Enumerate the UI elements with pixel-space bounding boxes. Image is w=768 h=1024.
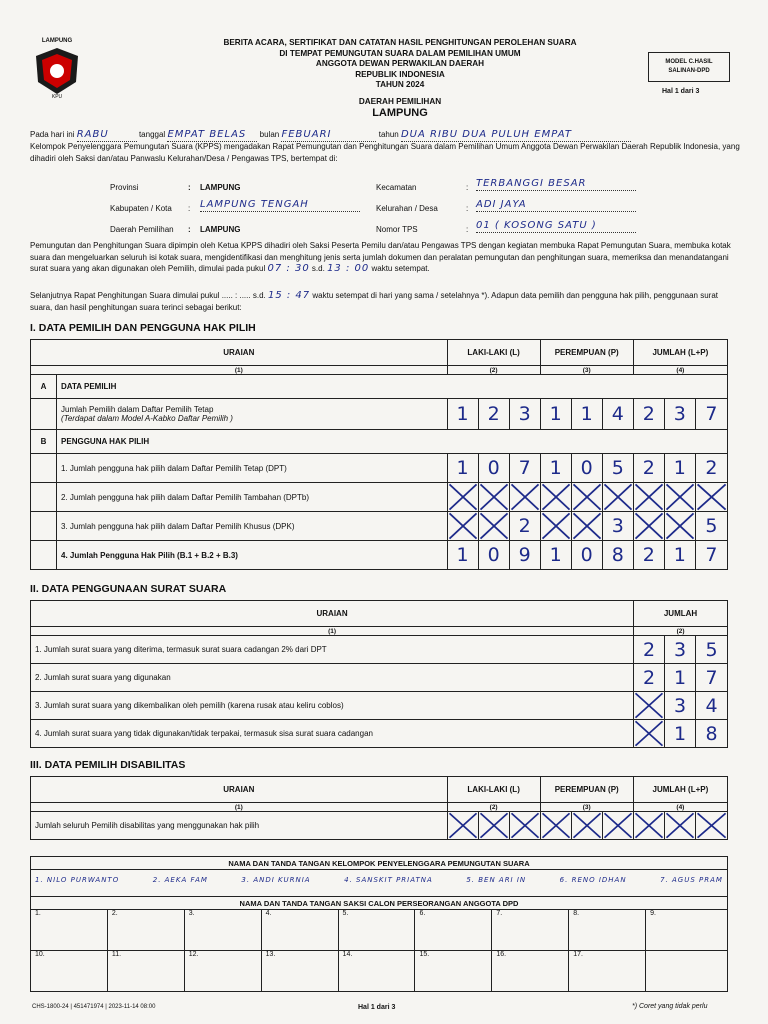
footer-page: Hal 1 dari 3	[358, 1004, 396, 1011]
intro-text: Kelompok Penyelenggara Pemungutan Suara (KPPS) mengadakan Rapat Pemungutan dan Penghitungan Suara dalam Pemilihan Umum Anggota Dewan Perwakilan Daerah Republik Indonesia, yang dihadiri oleh Saksi dan/atau Panwaslu Kelurahan/Desa / Pengawas TPS, bertempat di:	[30, 142, 740, 163]
saksi-slot: 8.	[569, 910, 646, 951]
digit-cell	[540, 483, 571, 512]
digit-cell: 7	[509, 454, 540, 483]
col-num: (3)	[540, 366, 633, 375]
digit-cell: 7	[695, 399, 727, 430]
header-uraian: URAIAN	[31, 777, 448, 803]
cross-mark	[634, 720, 664, 747]
kpps-member: 4. SANSKIT PRIATNA	[344, 876, 433, 884]
row-label: 4. Jumlah Pengguna Hak Pilih (B.1 + B.2 + B.3)	[57, 541, 448, 570]
digit-cell: 5	[696, 636, 728, 664]
digit-cell	[509, 483, 540, 512]
saksi-slot	[646, 951, 728, 992]
crossed-cell	[540, 812, 571, 840]
digit-cell: 1	[540, 541, 571, 570]
crossed-cell	[695, 812, 727, 840]
date-value: EMPAT BELAS	[167, 129, 257, 142]
counting-text-a: Selanjutnya Rapat Penghitungan Suara dimulai pukul	[30, 291, 220, 300]
col-num: (2)	[634, 627, 728, 636]
saksi-slot: 1.	[31, 910, 108, 951]
digit-cell: 1	[540, 399, 571, 430]
intro-line	[30, 129, 740, 142]
section2-title: II. DATA PENGGUNAAN SURAT SUARA	[30, 583, 227, 595]
kpps-names	[35, 870, 723, 884]
cross-mark	[510, 483, 540, 511]
digit-cell: 2	[633, 454, 664, 483]
time-sd: s.d.	[311, 264, 325, 273]
cross-mark	[603, 483, 633, 511]
counting-text-b: waktu setempat di hari yang sama / setelahnya *). Adapun data pemilih dan pengguna hak pilih, penggunaan surat suara, dan hasil penghitungan suara terinci sebagai berikut:	[30, 291, 719, 312]
kelurahan-value: ADI JAYA	[476, 199, 636, 212]
kpps-member: 7. AGUS PRAM	[660, 876, 723, 884]
digit-cell: 1	[665, 720, 696, 748]
model-line2: SALINAN-DPD	[668, 68, 710, 74]
crossed-cell	[664, 812, 695, 840]
digit-cell	[664, 483, 695, 512]
year-label: tahun	[378, 130, 399, 139]
cross-mark	[634, 512, 664, 540]
digit-cell: 8	[696, 720, 728, 748]
dapil-colon: :	[188, 225, 191, 234]
row-code	[31, 541, 57, 570]
disability-table	[30, 776, 728, 840]
cross-mark	[634, 483, 664, 511]
header-laki: LAKI-LAKI (L)	[447, 340, 540, 366]
counting-time: 15 : 47	[267, 290, 311, 301]
section1-title: I. DATA PEMILIH DAN PENGGUNA HAK PILIH	[30, 322, 256, 334]
header-perempuan: PEREMPUAN (P)	[540, 340, 633, 366]
row-label: 3. Jumlah surat suara yang dikembalikan oleh pemilih (karena rusak atau keliru coblos)	[31, 692, 634, 720]
row-label: 1. Jumlah pengguna hak pilih dalam Daftar Pemilih Tetap (DPT)	[57, 454, 448, 483]
kabupaten-value: LAMPUNG TENGAH	[200, 199, 360, 212]
header-line: BERITA ACARA, SERTIFIKAT DAN CATATAN HASIL PENGHITUNGAN PEROLEHAN SUARA	[223, 38, 577, 47]
counting-sd: s.d.	[252, 291, 266, 300]
cross-mark	[572, 483, 602, 511]
header-jumlah: JUMLAH (L+P)	[633, 777, 727, 803]
cross-mark	[541, 483, 571, 511]
digit-cell	[540, 512, 571, 541]
header-line: DI TEMPAT PEMUNGUTAN SUARA DALAM PEMILIHAN UMUM	[279, 48, 521, 58]
col-num: (1)	[31, 366, 448, 375]
header-line: TAHUN 2024	[375, 80, 425, 90]
digit-cell: 2	[634, 664, 665, 692]
saksi-slot: 13.	[261, 951, 338, 992]
digit-cell	[478, 512, 509, 541]
header-line: REPUBLIK INDONESIA	[355, 69, 445, 79]
digit-cell	[634, 692, 665, 720]
digit-cell: 0	[478, 454, 509, 483]
saksi-slot: 12.	[184, 951, 261, 992]
time-start: 07 : 30	[267, 263, 310, 274]
digit-cell	[478, 483, 509, 512]
table-row	[31, 812, 728, 840]
kelurahan-colon: :	[466, 204, 469, 213]
row-label: 4. Jumlah surat suara yang tidak digunakan/tidak terpakai, termasuk sisa surat suara cadangan	[31, 720, 634, 748]
cross-mark	[541, 812, 571, 839]
digit-cell: 1	[540, 454, 571, 483]
table-row	[31, 720, 728, 748]
row-code	[31, 483, 57, 512]
cross-mark	[448, 512, 478, 540]
provinsi-value: LAMPUNG	[200, 183, 241, 192]
kecamatan-value: TERBANGGI BESAR	[476, 178, 636, 191]
saksi-slot: 4.	[261, 910, 338, 951]
voter-data-table	[30, 339, 728, 570]
region-label: DAERAH PEMILIHAN	[358, 96, 442, 106]
row-code	[31, 399, 57, 430]
digit-cell: 1	[664, 541, 695, 570]
header-perempuan: PEREMPUAN (P)	[540, 777, 633, 803]
cross-mark	[479, 812, 509, 839]
row-label: 3. Jumlah pengguna hak pilih dalam Daftar Pemilih Khusus (DPK)	[57, 512, 448, 541]
row-label	[57, 399, 448, 430]
digit-cell: 2	[634, 636, 665, 664]
region-value: LAMPUNG	[372, 106, 428, 119]
section-code: A	[31, 375, 57, 399]
digit-cell: 2	[633, 399, 664, 430]
saksi-slot: 11.	[107, 951, 184, 992]
digit-cell: 0	[571, 541, 602, 570]
digit-cell: 5	[695, 512, 727, 541]
digit-cell: 3	[509, 399, 540, 430]
day-label: Pada hari ini	[30, 130, 75, 139]
logo-caption: KPU	[51, 94, 63, 100]
kpps-title: NAMA DAN TANDA TANGAN KELOMPOK PENYELENGGARA PEMUNGUTAN SUARA	[31, 857, 728, 870]
cross-mark	[479, 512, 509, 540]
provinsi-colon: :	[188, 183, 191, 192]
digit-cell: 3	[602, 512, 633, 541]
crossed-cell	[478, 812, 509, 840]
kpps-member: 5. BEN ARI IN	[466, 876, 527, 884]
digit-cell: 8	[602, 541, 633, 570]
saksi-slot: 10.	[31, 951, 108, 992]
kpps-member: 6. RENO IDHAN	[559, 876, 627, 884]
saksi-slot: 3.	[184, 910, 261, 951]
dapil-value: LAMPUNG	[200, 225, 241, 234]
tps-label: Nomor TPS	[376, 225, 418, 234]
section-title-a: DATA PEMILIH	[57, 375, 728, 399]
digit-cell	[634, 720, 665, 748]
digit-cell	[602, 483, 633, 512]
dpt-sub: (Terdapat dalam Model A-Kabko Daftar Pemilih )	[61, 414, 233, 423]
cross-mark	[572, 812, 602, 839]
header-jumlah: JUMLAH	[634, 601, 728, 627]
crossed-cell	[571, 812, 602, 840]
saksi-slot: 16.	[492, 951, 569, 992]
digit-cell: 7	[696, 664, 728, 692]
digit-cell: 2	[478, 399, 509, 430]
table-row	[31, 692, 728, 720]
digit-cell	[695, 483, 727, 512]
kpu-logo	[26, 38, 88, 102]
provinsi-label: Provinsi	[110, 183, 139, 192]
cross-mark	[665, 483, 695, 511]
table-row	[31, 454, 728, 483]
saksi-slot: 7.	[492, 910, 569, 951]
cross-mark	[634, 692, 664, 719]
digit-cell: 5	[602, 454, 633, 483]
row-label: Jumlah seluruh Pemilih disabilitas yang menggunakan hak pilih	[31, 812, 448, 840]
saksi-slot: 17.	[569, 951, 646, 992]
year-value: DUA RIBU DUA PULUH EMPAT	[401, 129, 631, 142]
digit-cell: 3	[665, 636, 696, 664]
cross-mark	[572, 512, 602, 540]
cross-mark	[634, 812, 664, 839]
table-row	[31, 512, 728, 541]
kecamatan-label: Kecamatan	[376, 183, 417, 192]
table-row	[31, 399, 728, 430]
tps-value: 01 ( KOSONG SATU )	[476, 220, 636, 233]
cross-mark	[479, 483, 509, 511]
cross-mark	[696, 812, 727, 839]
digit-cell: 3	[665, 692, 696, 720]
col-num: (1)	[31, 803, 448, 812]
footer-note: *) Coret yang tidak perlu	[632, 1003, 708, 1010]
row-code	[31, 454, 57, 483]
time-end: 13 : 00	[327, 263, 370, 274]
crossed-cell	[602, 812, 633, 840]
row-label: 2. Jumlah surat suara yang digunakan	[31, 664, 634, 692]
digit-cell: 4	[602, 399, 633, 430]
kpps-signatures	[31, 870, 728, 897]
waktu-setempat: waktu setempat.	[371, 264, 430, 273]
digit-cell: 1	[664, 454, 695, 483]
dapil-label: Daerah Pemilihan	[110, 225, 174, 234]
digit-cell: 1	[447, 454, 478, 483]
digit-cell	[571, 483, 602, 512]
digit-cell: 7	[695, 541, 727, 570]
saksi-slot: 9.	[646, 910, 728, 951]
saksi-slot: 6.	[415, 910, 492, 951]
procedure-paragraph	[30, 240, 740, 275]
footer-code: CHS-1800-24 | 451471974 | 2023-11-14 08:00	[32, 1004, 156, 1010]
cross-mark	[541, 512, 571, 540]
crossed-cell	[447, 812, 478, 840]
tps-colon: :	[466, 225, 469, 234]
section-code: B	[31, 430, 57, 454]
kabupaten-colon: :	[188, 204, 191, 213]
col-num: (4)	[633, 366, 727, 375]
month-label: bulan	[259, 130, 280, 139]
kabupaten-label: Kabupaten / Kota	[110, 204, 172, 213]
cross-mark	[665, 812, 695, 839]
digit-cell	[633, 512, 664, 541]
header-laki: LAKI-LAKI (L)	[447, 777, 540, 803]
cross-mark	[448, 483, 478, 511]
digit-cell: 2	[633, 541, 664, 570]
cross-mark	[448, 812, 478, 839]
page-indicator: Hal 1 dari 3	[662, 88, 700, 95]
kpps-member: 1. NILO PURWANTO	[35, 876, 120, 884]
digit-cell: 0	[571, 454, 602, 483]
counting-dots: ..... : .....	[221, 291, 251, 300]
digit-cell	[447, 512, 478, 541]
row-label: 1. Jumlah surat suara yang diterima, termasuk surat suara cadangan 2% dari DPT	[31, 636, 634, 664]
header-uraian: URAIAN	[31, 601, 634, 627]
section3-title: III. DATA PEMILIH DISABILITAS	[30, 759, 186, 771]
procedure-text: Pemungutan dan Penghitungan Suara dipimpin oleh Ketua KPPS dihadiri oleh Saksi Peserta Pemilu dan/atau Pengawas TPS dengan kegiatan membuka Rapat Pemungutan Suara, membuka kotak suara dan mengeluarkan seluruh isi kotak suara, mengidentifikasi dan menghitung jenis serta jumlah dokumen dan peralatan pemungutan dan penghitungan suara, memeriksa dan menandatangani surat suara yang akan digunakan oleh Pemilih, dimulai pada pukul	[30, 241, 731, 273]
dpt-label: Jumlah Pemilih dalam Daftar Pemilih Tetap	[61, 405, 214, 414]
digit-cell: 9	[509, 541, 540, 570]
digit-cell: 1	[665, 664, 696, 692]
logo-text: LAMPUNG	[41, 38, 73, 44]
col-num: (2)	[447, 803, 540, 812]
header-uraian: URAIAN	[31, 340, 448, 366]
col-num: (3)	[540, 803, 633, 812]
digit-cell: 1	[447, 541, 478, 570]
row-label: 2. Jumlah pengguna hak pilih dalam Daftar Pemilih Tambahan (DPTb)	[57, 483, 448, 512]
header-line: ANGGOTA DEWAN PERWAKILAN DAERAH	[315, 59, 485, 69]
day-value: RABU	[77, 129, 137, 142]
digit-cell	[633, 483, 664, 512]
table-row	[31, 636, 728, 664]
section-title-b: PENGGUNA HAK PILIH	[57, 430, 728, 454]
saksi-slot: 14.	[338, 951, 415, 992]
saksi-slot: 5.	[338, 910, 415, 951]
date-label: tanggal	[138, 130, 166, 139]
digit-cell	[571, 512, 602, 541]
row-code	[31, 512, 57, 541]
digit-cell: 2	[695, 454, 727, 483]
month-value: FEBUARI	[281, 129, 376, 142]
col-num: (2)	[447, 366, 540, 375]
model-box	[648, 52, 730, 82]
digit-cell: 1	[571, 399, 602, 430]
cross-mark	[665, 512, 695, 540]
crossed-cell	[633, 812, 664, 840]
kpps-member: 3. ANDI KURNIA	[241, 876, 311, 884]
digit-cell	[664, 512, 695, 541]
col-num: (4)	[633, 803, 727, 812]
cross-mark	[510, 812, 540, 839]
counting-paragraph	[30, 290, 740, 313]
table-row	[31, 541, 728, 570]
kpps-member: 2. AEKA FAM	[152, 876, 208, 884]
digit-cell: 0	[478, 541, 509, 570]
model-line1: MODEL C.HASIL	[665, 59, 713, 65]
table-row	[31, 664, 728, 692]
kecamatan-colon: :	[466, 183, 469, 192]
signature-table	[30, 856, 728, 992]
col-num: (1)	[31, 627, 634, 636]
document-header	[150, 38, 650, 118]
saksi-slot: 2.	[107, 910, 184, 951]
kelurahan-label: Kelurahan / Desa	[376, 204, 438, 213]
crossed-cell	[509, 812, 540, 840]
digit-cell: 1	[447, 399, 478, 430]
cross-mark	[603, 812, 633, 839]
cross-mark	[696, 483, 727, 511]
table-row	[31, 483, 728, 512]
header-jumlah: JUMLAH (L+P)	[633, 340, 727, 366]
digit-cell: 4	[696, 692, 728, 720]
digit-cell: 2	[509, 512, 540, 541]
digit-cell	[447, 483, 478, 512]
ballot-usage-table	[30, 600, 728, 748]
digit-cell: 3	[664, 399, 695, 430]
saksi-slot: 15.	[415, 951, 492, 992]
saksi-title: NAMA DAN TANDA TANGAN SAKSI CALON PERSEORANGAN ANGGOTA DPD	[31, 897, 728, 910]
